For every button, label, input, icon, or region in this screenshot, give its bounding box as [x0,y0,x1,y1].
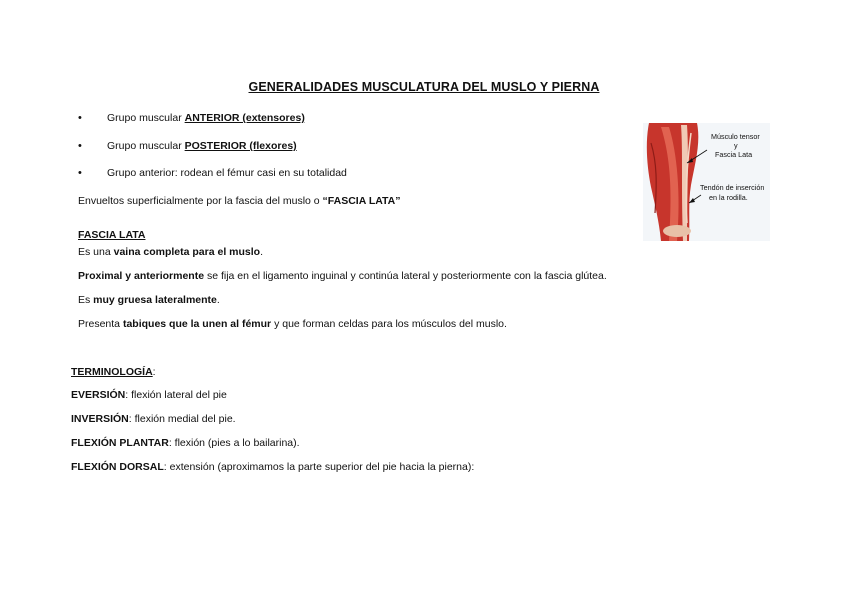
label-y: y [734,141,738,150]
label-tendon-insercion: Tendón de inserción [700,183,765,192]
fascia-lata-quote: “FASCIA LATA” [322,195,401,207]
bullet-dot: • [78,112,82,124]
thigh-anatomy-figure [643,123,770,241]
term-flexion-dorsal: FLEXIÓN DORSAL: extensión (aproximamos la parte superior del pie hacia la pierna): [71,461,475,473]
label-en-la-rodilla: en la rodilla. [709,193,748,202]
bullet-text: Grupo muscular [107,112,185,124]
label-fascia-lata: Fascia Lata [715,150,753,159]
envueltos-line: Envueltos superficialmente por la fascia del muslo o “FASCIA LATA” [78,195,401,207]
fascia-line-3: Es muy gruesa lateralmente. [78,294,220,306]
fascia-line-1: Es una vaina completa para el muslo. [78,246,264,258]
term-inversion: INVERSIÓN: flexión medial del pie. [71,413,236,425]
bullet-emphasis: ANTERIOR (extensores) [184,112,305,124]
bullet-emphasis: POSTERIOR (flexores) [184,140,297,152]
bullet-dot: • [78,167,82,179]
page-title: GENERALIDADES MUSCULATURA DEL MUSLO Y PIERNA [248,80,600,94]
fascia-line-4: Presenta tabiques que la unen al fémur y que forman celdas para los músculos del muslo. [78,318,507,330]
terminologia-heading: TERMINOLOGÍA: [71,366,156,378]
bullet-text: Grupo anterior: rodean el fémur casi en su totalidad [107,167,347,179]
bullet-dot: • [78,140,82,152]
bullet-text: Grupo muscular [107,140,185,152]
term-eversion: EVERSIÓN: flexión lateral del pie [71,389,227,401]
term-flexion-plantar: FLEXIÓN PLANTAR: flexión (pies a lo bailarina). [71,437,300,449]
thigh-muscle-illustration [643,123,770,241]
label-musculo-tensor: Músculo tensor [711,132,760,141]
fascia-line-2: Proximal y anteriormente se fija en el ligamento inguinal y continúa lateral y posteriormente con la fascia glútea. [78,270,607,282]
fascia-lata-heading: FASCIA LATA [78,229,146,241]
